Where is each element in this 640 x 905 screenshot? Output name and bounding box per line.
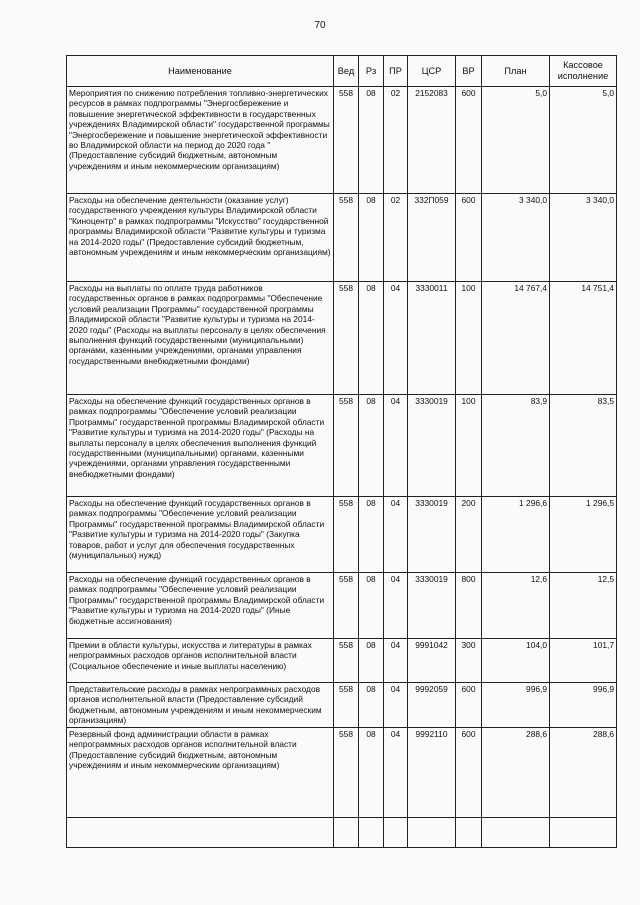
row-csr: 3330011 [408, 282, 456, 395]
row-plan: 288,6 [482, 728, 550, 818]
row-ved [334, 818, 359, 848]
row-plan: 83,9 [482, 395, 550, 497]
row-name: Резервный фонд администрации области в рамках непрограммных расходов органов исполнительной власти (Предоставление субсидий бюджетным, автономным учреждениям и иным некоммерческим организациям) [67, 728, 334, 818]
row-ved: 558 [334, 194, 359, 282]
table-row-empty [67, 818, 617, 848]
table-row [67, 282, 617, 395]
row-plan: 12,6 [482, 573, 550, 639]
row-pr: 04 [384, 497, 408, 573]
row-pr: 02 [384, 194, 408, 282]
row-kass: 101,7 [550, 639, 617, 683]
header-row [67, 56, 617, 87]
row-vr: 100 [456, 282, 482, 395]
row-name: Расходы на обеспечение функций государственных органов в рамках подпрограммы "Обеспечение условий реализации Программы" государственной программы Владимирской области "Развитие культуры и туризма на 2014-2020 годы" (Расходы на выплаты персоналу в целях обеспечения выполнения функций государственными (муниципальными) органами, казенными учреждениями, органами управления государственными внебюджетными фондами) [67, 395, 334, 497]
row-name: Расходы на обеспечение функций государственных органов в рамках подпрограммы "Обеспечение условий реализации Программы" государственной программы Владимирской области "Развитие культуры и туризма на 2014-2020 годы" (Иные бюджетные ассигнования) [67, 573, 334, 639]
row-plan: 104,0 [482, 639, 550, 683]
row-plan: 996,9 [482, 683, 550, 728]
row-csr: 332П059 [408, 194, 456, 282]
header-rz: Рз [359, 56, 384, 87]
table-row [67, 497, 617, 573]
budget-table [66, 55, 617, 848]
row-name: Представительские расходы в рамках непрограммных расходов органов исполнительной власти (Предоставление субсидий бюджетным, автономным учреждениям и иным некоммерческим организациям) [67, 683, 334, 728]
header-ved: Вед [334, 56, 359, 87]
row-pr: 04 [384, 282, 408, 395]
row-kass: 1 296,5 [550, 497, 617, 573]
page-number: 70 [314, 20, 326, 31]
row-ved: 558 [334, 573, 359, 639]
row-kass [550, 818, 617, 848]
row-rz: 08 [359, 194, 384, 282]
row-plan: 1 296,6 [482, 497, 550, 573]
row-kass: 3 340,0 [550, 194, 617, 282]
row-kass: 5,0 [550, 87, 617, 194]
row-vr: 200 [456, 497, 482, 573]
row-rz: 08 [359, 683, 384, 728]
row-vr [456, 818, 482, 848]
table-row [67, 395, 617, 497]
row-rz: 08 [359, 282, 384, 395]
row-vr: 600 [456, 87, 482, 194]
row-ved: 558 [334, 282, 359, 395]
row-csr: 9992059 [408, 683, 456, 728]
row-rz [359, 818, 384, 848]
row-plan [482, 818, 550, 848]
row-pr: 04 [384, 728, 408, 818]
row-csr: 2152083 [408, 87, 456, 194]
row-rz: 08 [359, 573, 384, 639]
row-name: Расходы на обеспечение функций государственных органов в рамках подпрограммы "Обеспечение условий реализации Программы" государственной программы Владимирской области "Развитие культуры и туризма на 2014-2020 годы" (Закупка товаров, работ и услуг для обеспечения государственных (муниципальных) нужд) [67, 497, 334, 573]
table-row [67, 683, 617, 728]
row-ved: 558 [334, 728, 359, 818]
row-ved: 558 [334, 497, 359, 573]
row-pr: 04 [384, 683, 408, 728]
row-plan: 14 767,4 [482, 282, 550, 395]
row-rz: 08 [359, 87, 384, 194]
header-csr: ЦСР [408, 56, 456, 87]
table-row [67, 728, 617, 818]
row-name: Расходы на выплаты по оплате труда работников государственных органов в рамках подпрограммы "Обеспечение условий реализации Программы" государственной программы Владимирской области "Развитие культуры и туризма на 2014-2020 годы" (Расходы на выплаты персоналу в целях обеспечения выполнения функций государственными (муниципальными) органами, казенными учреждениями, органами управления государственными внебюджетными фондами) [67, 282, 334, 395]
row-rz: 08 [359, 728, 384, 818]
row-pr: 02 [384, 87, 408, 194]
table-row [67, 639, 617, 683]
header-vr: ВР [456, 56, 482, 87]
row-pr: 04 [384, 395, 408, 497]
header-name: Наименование [67, 56, 334, 87]
row-rz: 08 [359, 497, 384, 573]
table-row [67, 194, 617, 282]
row-pr: 04 [384, 639, 408, 683]
row-pr [384, 818, 408, 848]
row-plan: 3 340,0 [482, 194, 550, 282]
row-rz: 08 [359, 639, 384, 683]
row-csr [408, 818, 456, 848]
row-name: Премии в области культуры, искусства и литературы в рамках непрограммных расходов органов исполнительной власти (Социальное обеспечение и иные выплаты населению) [67, 639, 334, 683]
header-pr: ПР [384, 56, 408, 87]
row-vr: 800 [456, 573, 482, 639]
row-kass: 288,6 [550, 728, 617, 818]
row-plan: 5,0 [482, 87, 550, 194]
row-rz: 08 [359, 395, 384, 497]
row-kass: 83,5 [550, 395, 617, 497]
row-kass: 12,5 [550, 573, 617, 639]
row-kass: 14 751,4 [550, 282, 617, 395]
row-name: Мероприятия по снижению потребления топливно-энергетических ресурсов в рамках подпрограммы "Энергосбережение и повышение энергетической эффективности в государственных учреждениях Владимирской области" государственной программы "Энергосбережение и повышение энергетической эффективности во Владимирской области на период до 2020 года " (Предоставление субсидий бюджетным, автономным учреждениям и иным некоммерческим организациям) [67, 87, 334, 194]
row-ved: 558 [334, 87, 359, 194]
table-row [67, 87, 617, 194]
row-ved: 558 [334, 639, 359, 683]
table-row [67, 573, 617, 639]
row-ved: 558 [334, 395, 359, 497]
header-plan: План [482, 56, 550, 87]
row-csr: 3330019 [408, 497, 456, 573]
row-vr: 600 [456, 728, 482, 818]
row-vr: 600 [456, 683, 482, 728]
row-name [67, 818, 334, 848]
row-vr: 100 [456, 395, 482, 497]
row-vr: 600 [456, 194, 482, 282]
row-pr: 04 [384, 573, 408, 639]
row-name: Расходы на обеспечение деятельности (оказание услуг) государственного учреждения культуры Владимирской области "Киноцентр" в рамках подпрограммы "Искусство" государственной программы Владимирской области "Развитие культуры и туризма на 2014-2020 годы" (Предоставление субсидий бюджетным, автономным учреждениям и иным некоммерческим организациям) [67, 194, 334, 282]
row-kass: 996,9 [550, 683, 617, 728]
row-csr: 3330019 [408, 573, 456, 639]
row-vr: 300 [456, 639, 482, 683]
header-kass: Кассовое исполнение [550, 56, 617, 87]
row-csr: 3330019 [408, 395, 456, 497]
row-csr: 9992110 [408, 728, 456, 818]
row-csr: 9991042 [408, 639, 456, 683]
row-ved: 558 [334, 683, 359, 728]
